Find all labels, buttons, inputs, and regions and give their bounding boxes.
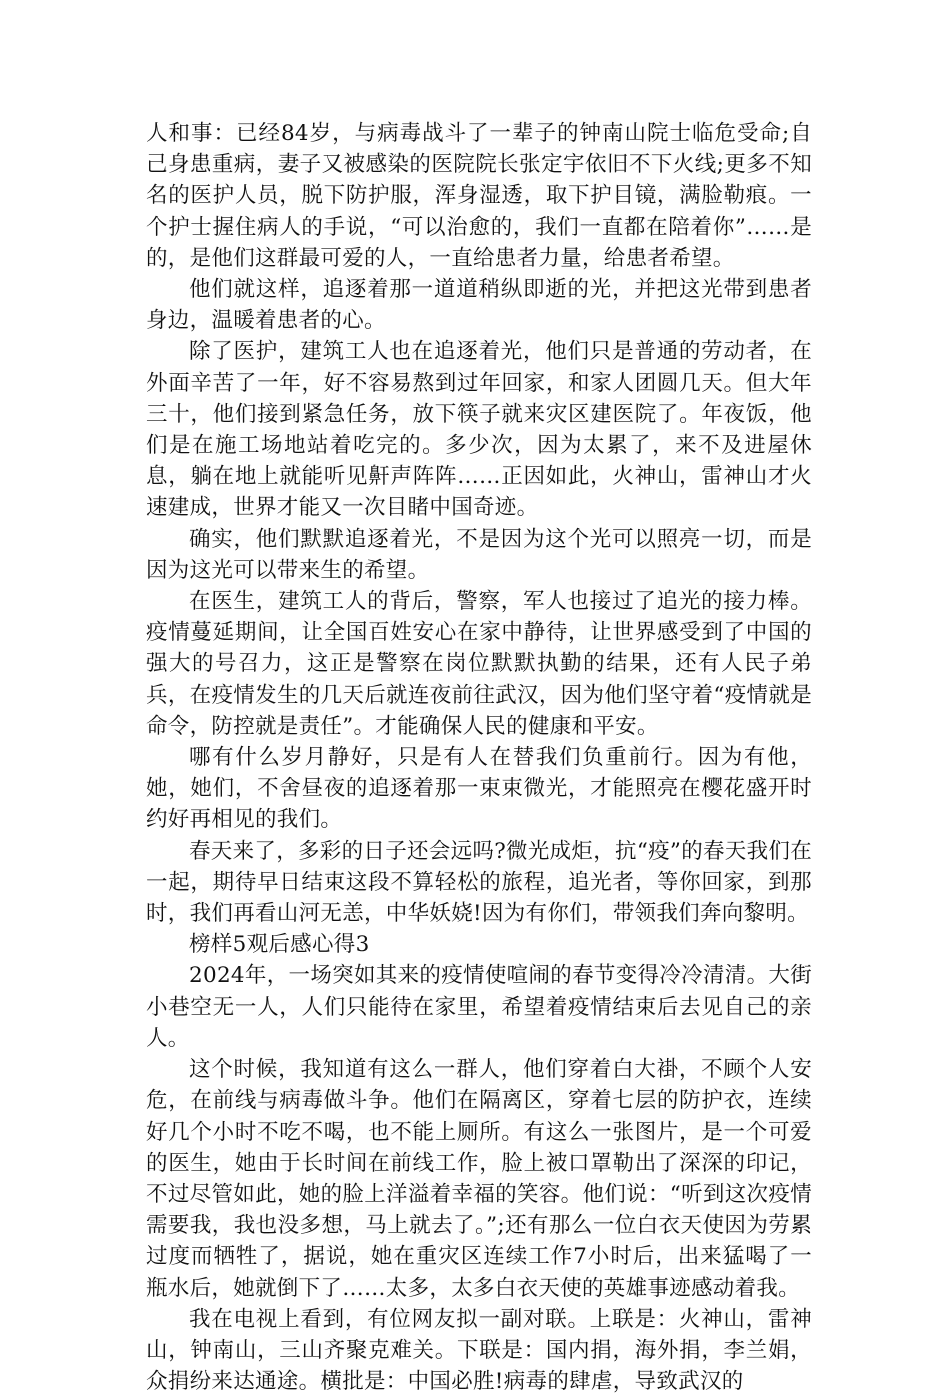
- document-page: [146, 118, 812, 1397]
- paragraph-9: 2024年，一场突如其来的疫情使喧闹的春节变得冷冷清清。大街小巷空无一人，人们只能待在家里，希望着疫情结束后去见自己的亲人。: [146, 963, 812, 1051]
- paragraph-5: 在医生，建筑工人的背后，警察，军人也接过了追光的接力棒。疫情蔓延期间，让全国百姓安心在家中静待，让世界感受到了中国的强大的号召力，这正是警察在岗位默默执勤的结果，还有人民子弟兵，在疫情发生的几天后就连夜前往武汉，因为他们坚守着“疫情就是命令，防控就是责任”。才能确保人民的健康和平安。: [146, 589, 812, 739]
- paragraph-11: 我在电视上看到，有位网友拟一副对联。上联是：火神山，雷神山，钟南山，三山齐聚克难关。下联是：国内捐，海外捐，李兰娟，众捐纷来达通途。横批是：中国必胜!病毒的肆虐，导致武汉的: [146, 1306, 812, 1395]
- section-heading: 榜样5观后感心得3: [189, 932, 370, 958]
- paragraph-1: 人和事：已经84岁，与病毒战斗了一辈子的钟南山院士临危受命;自己身患重病，妻子又被感染的医院院长张定宇依旧不下火线;更多不知名的医护人员，脱下防护服，浑身湿透，取下护目镜，满脸勒痕。一个护士握住病人的手说，“可以治愈的，我们一直都在陪着你”……是的，是他们这群最可爱的人，一直给患者力量，给患者希望。: [146, 121, 812, 271]
- paragraph-6: 哪有什么岁月静好，只是有人在替我们负重前行。因为有他，她，她们，不舍昼夜的追逐着那一束束微光，才能照亮在樱花盛开时约好再相见的我们。: [146, 745, 812, 833]
- paragraph-10: 这个时候，我知道有这么一群人，他们穿着白大褂，不顾个人安危，在前线与病毒做斗争。他们在隔离区，穿着七层的防护衣，连续好几个小时不吃不喝，也不能上厕所。有这么一张图片，是一个可爱的医生，她由于长时间在前线工作，脸上被口罩勒出了深深的印记，不过尽管如此，她的脸上洋溢着幸福的笑容。他们说：“听到这次疫情需要我，我也没多想，马上就去了。”;还有那么一位白衣天使因为劳累过度而牺牲了，据说，她在重灾区连续工作7小时后，出来猛喝了一瓶水后，她就倒下了……太多，太多白衣天使的英雄事迹感动着我。: [146, 1057, 812, 1301]
- paragraph-3: 除了医护，建筑工人也在追逐着光，他们只是普通的劳动者，在外面辛苦了一年，好不容易熬到过年回家，和家人团圆几天。但大年三十，他们接到紧急任务，放下筷子就来灾区建医院了。年夜饭，他们是在施工场地站着吃完的。多少次，因为太累了，来不及进屋休息，躺在地上就能听见鼾声阵阵……正因如此，火神山，雷神山才火速建成，世界才能又一次目睹中国奇迹。: [146, 339, 812, 521]
- paragraph-7: 春天来了，多彩的日子还会远吗?微光成炬，抗“疫”的春天我们在一起，期待早日结束这段不算轻松的旅程，追光者，等你回家，到那时，我们再看山河无恙，中华妖娆!因为有你们，带领我们奔向黎明。: [146, 838, 813, 927]
- paragraph-2: 他们就这样，追逐着那一道道稍纵即逝的光，并把这光带到患者身边，温暖着患者的心。: [146, 277, 812, 334]
- paragraph-4: 确实，他们默默追逐着光，不是因为这个光可以照亮一切，而是因为这光可以带来生的希望。: [146, 526, 812, 583]
